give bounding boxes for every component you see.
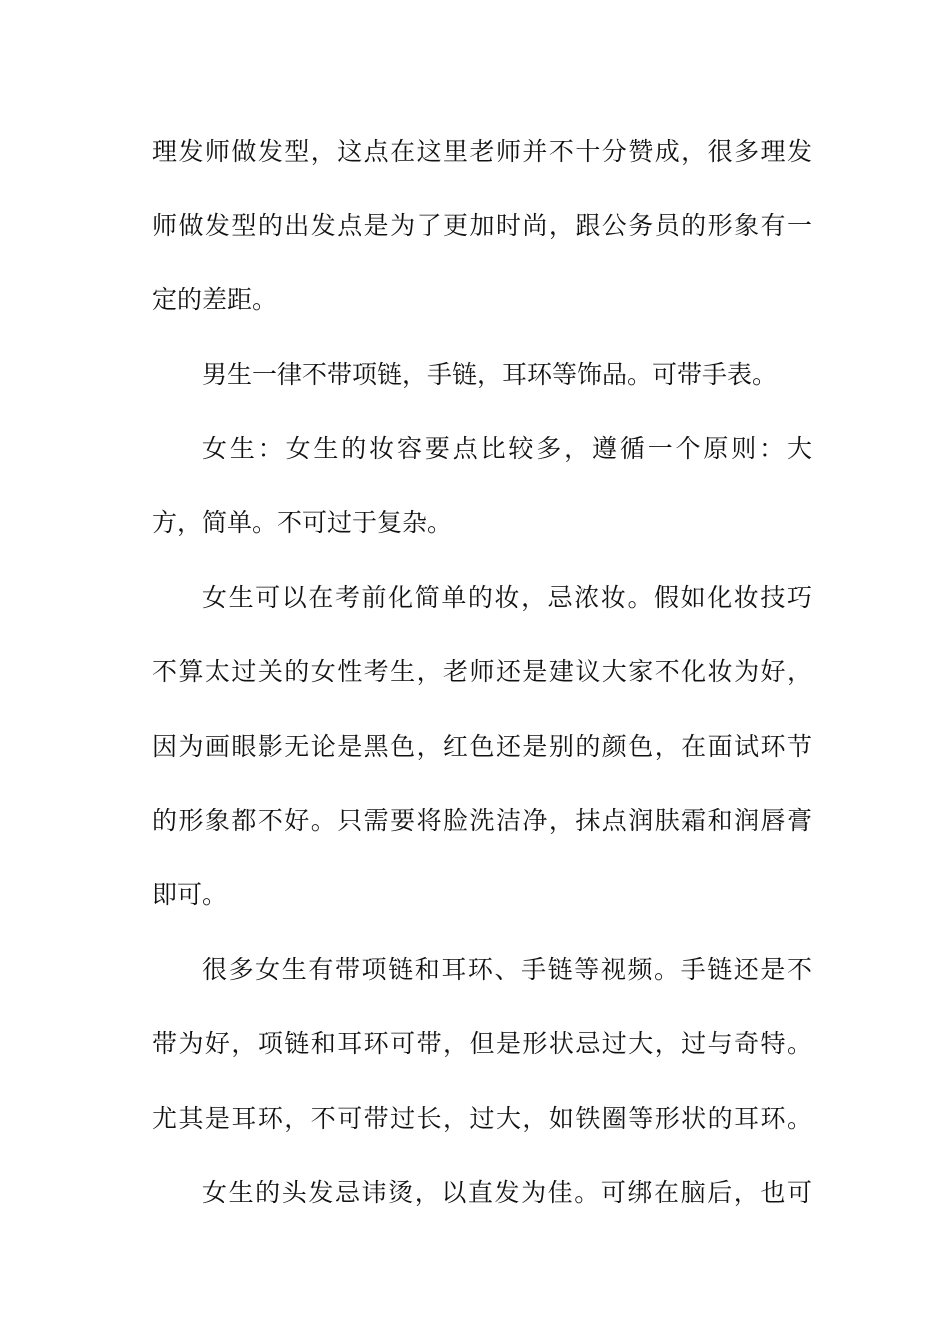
paragraph-3-line-1: 女生：女生的妆容要点比较多，遵循一个原则：大: [202, 434, 812, 463]
paragraph-5-line-3: 尤其是耳环，不可带过长，过大，如铁圈等形状的耳环。: [152, 1104, 812, 1133]
paragraph-1-line-1: 理发师做发型，这点在这里老师并不十分赞成，很多理发: [152, 137, 812, 166]
paragraph-3-line-2: 方，简单。不可过于复杂。: [152, 508, 453, 537]
paragraph-5-line-2: 带为好，项链和耳环可带，但是形状忌过大，过与奇特。: [152, 1029, 812, 1058]
paragraph-4-line-5: 即可。: [152, 880, 228, 909]
paragraph-4-line-3: 因为画眼影无论是黑色，红色还是别的颜色，在面试环节: [152, 732, 812, 761]
paragraph-6-line-1: 女生的头发忌讳烫，以直发为佳。可绑在脑后，也可: [202, 1178, 812, 1207]
paragraph-5-line-1: 很多女生有带项链和耳环、手链等视频。手链还是不: [202, 955, 812, 984]
paragraph-2-line-1: 男生一律不带项链，手链，耳环等饰品。可带手表。: [202, 360, 778, 389]
paragraph-1-line-3: 定的差距。: [152, 285, 278, 314]
paragraph-1-line-2: 师做发型的出发点是为了更加时尚，跟公务员的形象有一: [152, 211, 812, 240]
paragraph-4-line-4: 的形象都不好。只需要将脸洗洁净，抹点润肤霜和润唇膏: [152, 806, 812, 835]
paragraph-4-line-2: 不算太过关的女性考生，老师还是建议大家不化妆为好，: [152, 657, 812, 686]
paragraph-4-line-1: 女生可以在考前化简单的妆，忌浓妆。假如化妆技巧: [202, 583, 812, 612]
